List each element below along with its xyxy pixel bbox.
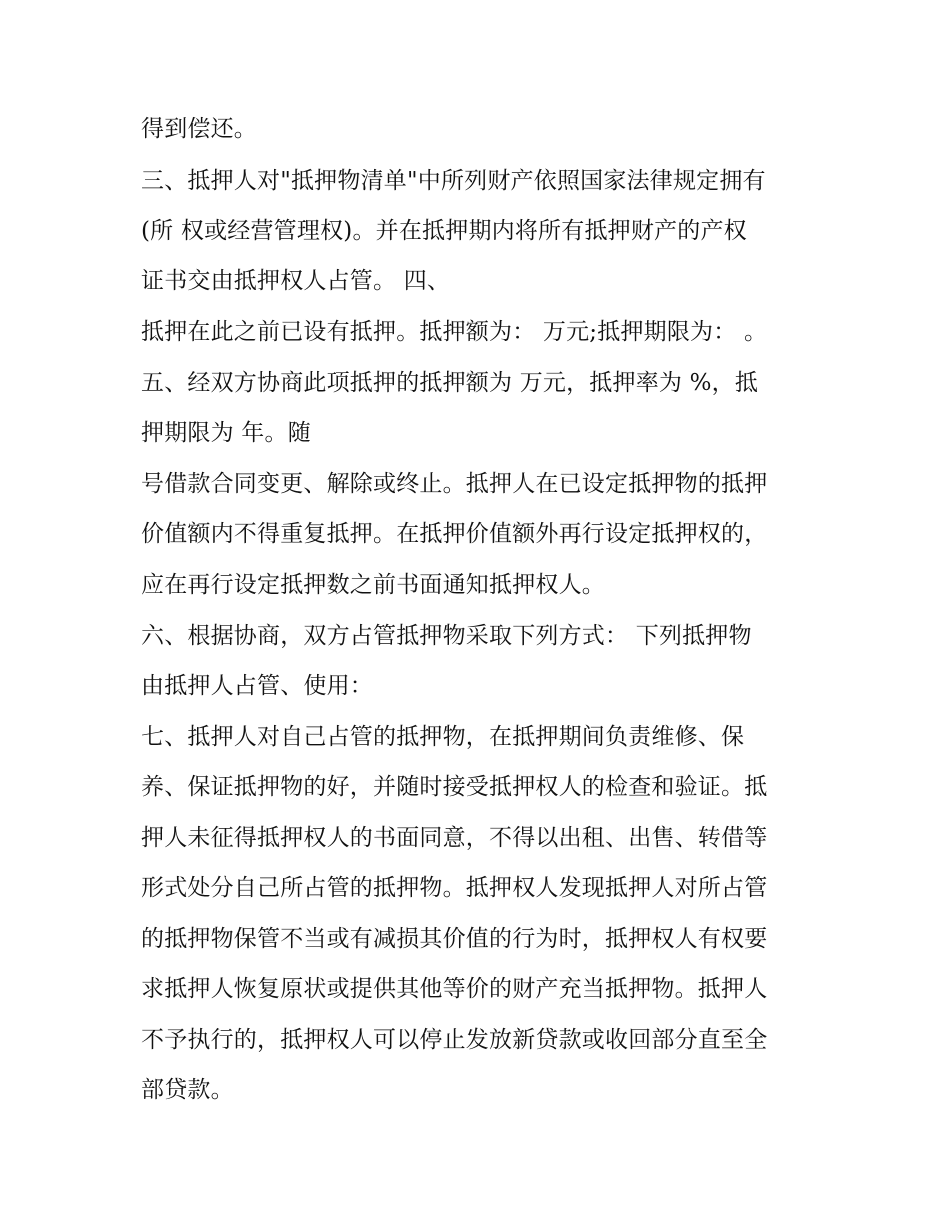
text-line: 三、抵押人对"抵押物清单"中所列财产依照国家法律规定拥有 <box>141 168 766 194</box>
text-line: 押人未征得抵押权人的书面同意，不得以出租、出售、转借等 <box>141 825 768 851</box>
text-line: 六、根据协商，双方占管抵押物采取下列方式： 下列抵押物 <box>141 623 752 649</box>
text-line: 七、抵押人对自己占管的抵押物，在抵押期间负责维修、保 <box>141 724 745 750</box>
text-line: 抵押在此之前已设有抵押。抵押额为： 万元;抵押期限为： 。 <box>141 319 768 345</box>
text-line: 形式处分自己所占管的抵押物。抵押权人发现抵押人对所占管 <box>141 875 768 901</box>
text-line: 号借款合同变更、解除或终止。抵押人在已设定抵押物的抵押 <box>141 471 768 497</box>
text-line: 部贷款。 <box>141 1077 234 1103</box>
text-line: 由抵押人占管、使用： <box>141 673 373 699</box>
text-line: 的抵押物保管不当或有减损其价值的行为时，抵押权人有权要 <box>141 926 768 952</box>
text-line: 不予执行的，抵押权人可以停止发放新贷款或收回部分直至全 <box>141 1027 768 1053</box>
text-line: (所 权或经营管理权)。并在抵押期内将所有抵押财产的产权 <box>141 218 747 244</box>
text-line: 证书交由抵押权人占管。 四、 <box>141 268 451 294</box>
text-line: 应在再行设定抵押数之前书面通知抵押权人。 <box>141 572 605 598</box>
text-line: 得到偿还。 <box>141 116 257 142</box>
text-line: 价值额内不得重复抵押。在抵押价值额外再行设定抵押权的， <box>141 521 768 547</box>
text-line: 养、保证抵押物的好，并随时接受抵押权人的检查和验证。抵 <box>141 774 768 800</box>
text-line: 押期限为 年。随 <box>141 420 311 446</box>
text-line: 求抵押人恢复原状或提供其他等价的财产充当抵押物。抵押人 <box>141 976 768 1002</box>
text-line: 五、经双方协商此项抵押的抵押额为 万元，抵押率为 %，抵 <box>141 370 759 396</box>
